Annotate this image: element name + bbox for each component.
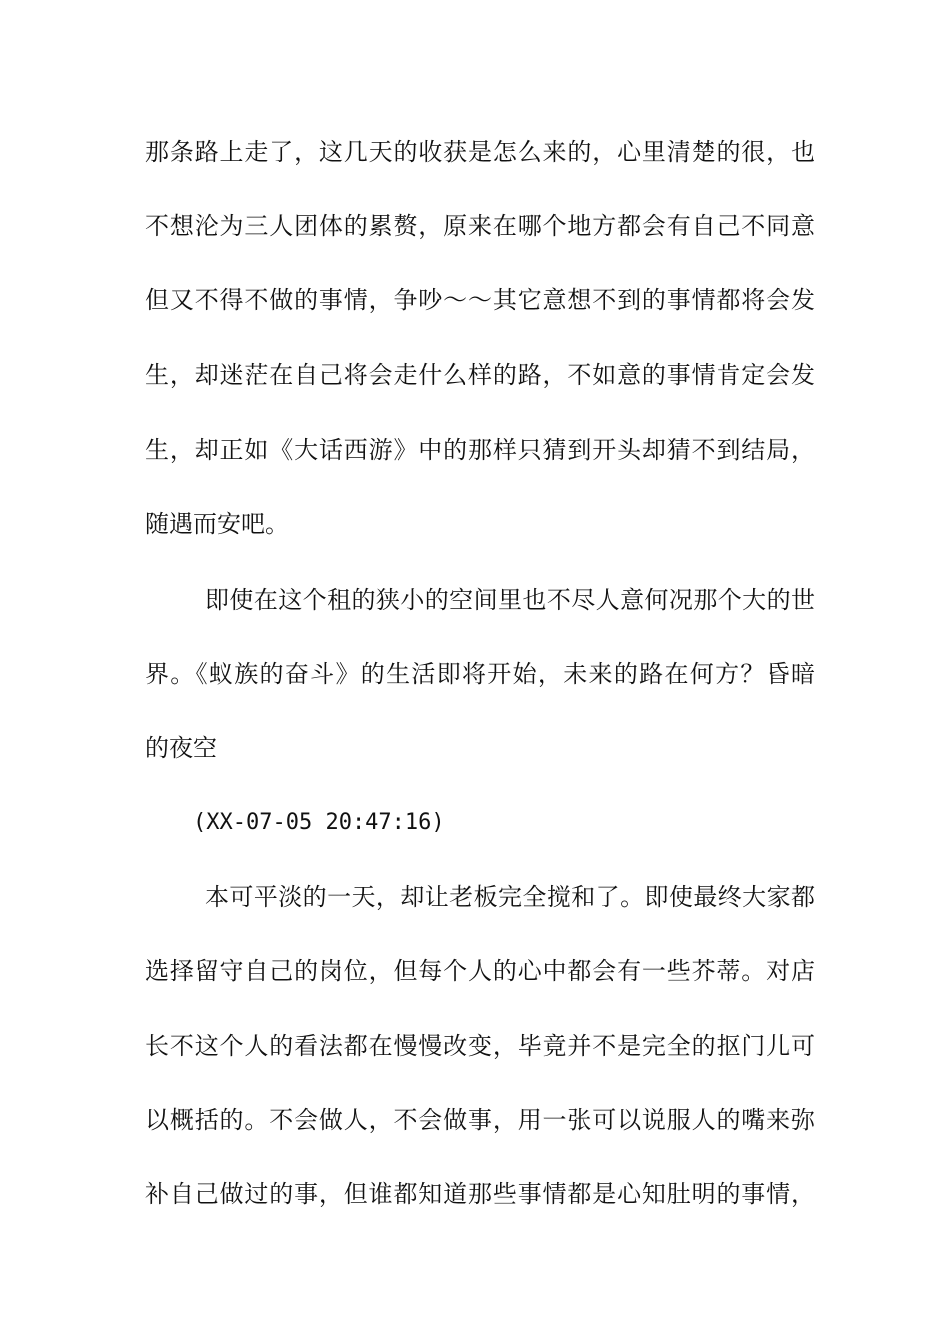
text-line: 生，却正如《大话西游》中的那样只猜到开头却猜不到结局，: [145, 436, 815, 464]
text-line: 不想沦为三人团体的累赘，原来在哪个地方都会有自己不同意: [145, 212, 815, 240]
text-line: 即使在这个租的狭小的空间里也不尽人意何况那个大的世: [205, 586, 815, 614]
text-line: 本可平淡的一天，却让老板完全搅和了。即使最终大家都: [205, 883, 815, 911]
text-line: 的夜空: [145, 734, 217, 762]
text-line: 随遇而安吧。: [145, 510, 289, 538]
text-line: 长不这个人的看法都在慢慢改变，毕竟并不是完全的抠门儿可: [145, 1032, 815, 1060]
text-line: 但又不得不做的事情，争吵～～其它意想不到的事情都将会发: [145, 286, 815, 314]
text-line: 选择留守自己的岗位，但每个人的心中都会有一些芥蒂。对店: [145, 957, 815, 985]
text-line: 以概括的。不会做人，不会做事，用一张可以说服人的嘴来弥: [145, 1106, 815, 1134]
text-line: 补自己做过的事，但谁都知道那些事情都是心知肚明的事情，: [145, 1180, 815, 1208]
text-line: 那条路上走了，这几天的收获是怎么来的，心里清楚的很，也: [145, 138, 815, 166]
text-line: 界。《蚁族的奋斗》的生活即将开始，未来的路在何方？昏暗: [145, 660, 815, 688]
text-line: 生，却迷茫在自己将会走什么样的路，不如意的事情肯定会发: [145, 361, 815, 389]
timestamp: (XX-07-05 20:47:16): [193, 810, 445, 835]
